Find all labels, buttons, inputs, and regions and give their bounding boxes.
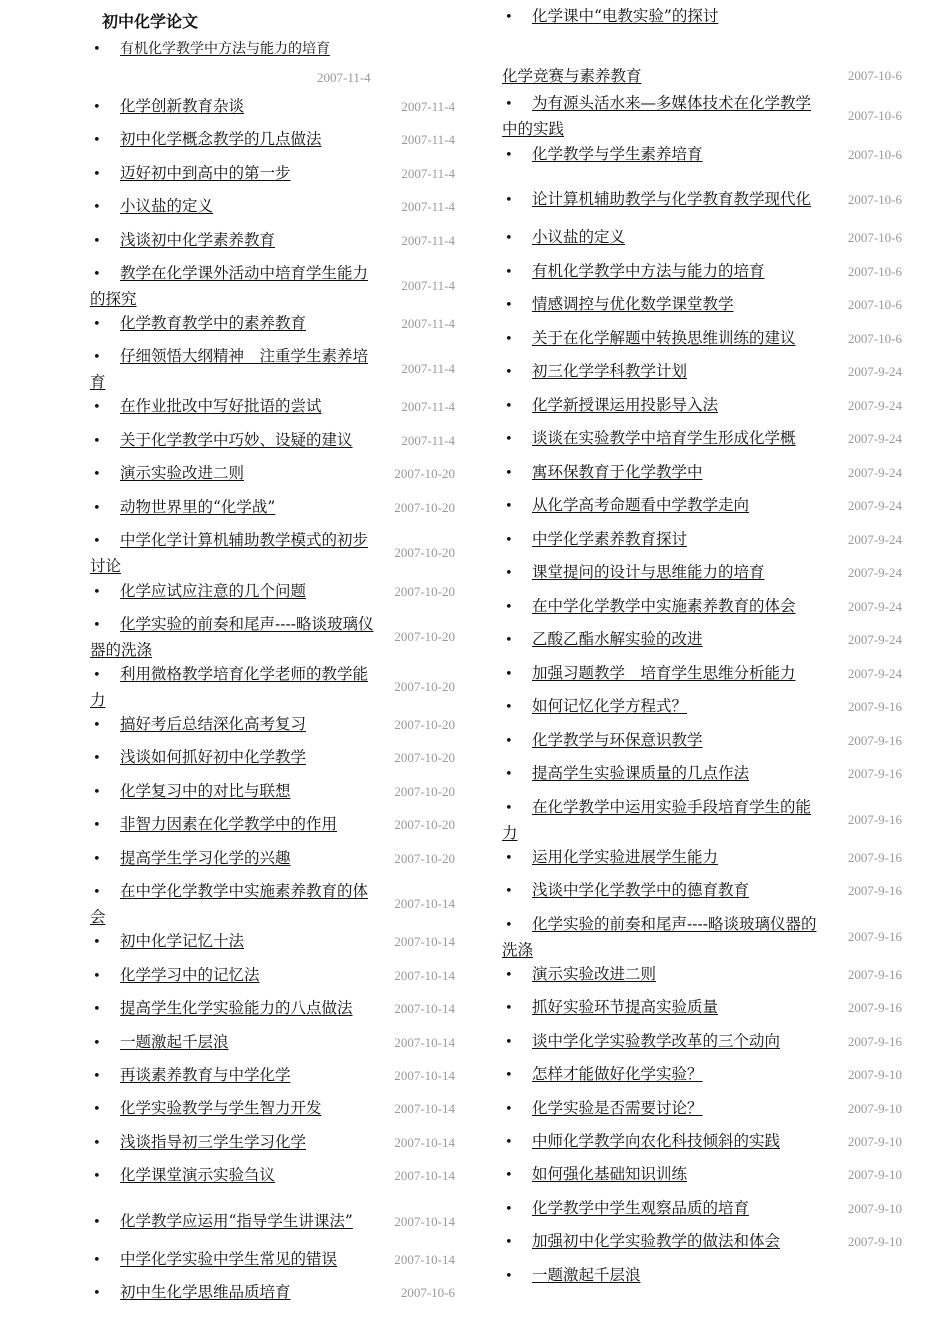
item-date: 2007-10-6	[847, 264, 902, 279]
item-date: 2007-9-10	[847, 1134, 902, 1149]
bullet-icon: •	[505, 1135, 513, 1150]
article-link[interactable]: 初中生化学思维品质培育	[120, 1283, 291, 1301]
article-link[interactable]: 谈中学化学实验教学改革的三个动向	[532, 1032, 781, 1050]
bullet-icon: •	[93, 618, 101, 633]
list-item	[90, 1281, 455, 1305]
item-date: 2007-9-16	[847, 699, 902, 714]
list-item	[502, 879, 902, 903]
article-link[interactable]: 中师化学教学向农化科技倾斜的实践	[532, 1132, 781, 1150]
list-item	[502, 796, 902, 844]
article-link[interactable]: 提高学生学习化学的兴趣	[120, 849, 291, 867]
article-link[interactable]: 一题激起千层浪	[120, 1033, 229, 1051]
article-link[interactable]: 加强习题教学 培育学生思维分析能力	[532, 664, 796, 682]
article-link[interactable]: 初中化学记忆十法	[120, 932, 245, 950]
item-date: 2007-10-14	[394, 1035, 455, 1050]
item-date: 2007-10-20	[394, 851, 455, 866]
item-date: 2007-10-20	[394, 500, 455, 515]
bullet-icon: •	[93, 133, 101, 148]
article-link[interactable]: 乙酸乙酯水解实验的改进	[532, 630, 703, 648]
list-item	[90, 613, 455, 661]
item-date: 2007-11-4	[401, 316, 455, 331]
bullet-icon: •	[93, 935, 101, 950]
item-date: 2007-10-6	[847, 68, 902, 83]
item-date: 2007-9-10	[847, 1201, 902, 1216]
article-link[interactable]: 浅谈指导初三学生学习化学	[120, 1133, 307, 1151]
bullet-icon: •	[93, 267, 101, 282]
item-date: 2007-10-20	[394, 629, 455, 644]
item-date: 2007-9-16	[847, 929, 902, 944]
item-date: 2007-10-14	[394, 1068, 455, 1083]
item-date: 2007-10-20	[394, 784, 455, 799]
bullet-icon: •	[505, 1001, 513, 1016]
list-item	[502, 494, 902, 518]
list-item	[502, 729, 902, 753]
list-item	[90, 813, 455, 837]
bullet-icon: •	[505, 533, 513, 548]
list-item	[502, 913, 902, 961]
item-date: 2007-9-16	[847, 883, 902, 898]
list-item	[502, 561, 902, 585]
item-date: 2007-10-14	[394, 1101, 455, 1116]
list-item	[90, 95, 455, 119]
bullet-icon: •	[505, 600, 513, 615]
list-item	[90, 195, 455, 219]
list-item	[502, 1063, 902, 1087]
list-item	[90, 880, 455, 928]
item-date: 2007-10-6	[847, 230, 902, 245]
article-link[interactable]: 课堂提问的设计与思维能力的培育	[532, 563, 765, 581]
list-item	[90, 229, 455, 253]
bullet-icon: •	[505, 499, 513, 514]
article-link[interactable]: 关于在化学解题中转换思维训练的建议	[532, 329, 796, 347]
list-item	[502, 1230, 902, 1254]
article-link[interactable]: 提高学生化学实验能力的八点做法	[120, 999, 353, 1017]
list-item	[502, 662, 902, 686]
item-date: 2007-9-24	[847, 632, 902, 647]
article-link[interactable]: 化学课堂演示实验刍议	[120, 1166, 276, 1184]
list-item	[90, 663, 455, 711]
bullet-icon: •	[505, 365, 513, 380]
list-item	[90, 162, 455, 186]
list-item	[90, 997, 455, 1021]
article-link[interactable]: 浅谈中学化学教学中的德育教育	[532, 881, 750, 899]
article-link[interactable]: 从化学高考命题看中学教学走向	[532, 496, 750, 514]
list-item	[90, 1097, 455, 1121]
bullet-icon: •	[93, 100, 101, 115]
item-date: 2007-11-4	[401, 278, 455, 293]
item-date: 2007-11-4	[401, 433, 455, 448]
item-date: 2007-10-14	[394, 896, 455, 911]
item-date: 2007-10-20	[394, 679, 455, 694]
list-item	[502, 1163, 902, 1187]
article-link[interactable]: 利用微格教学培育化学老师的教学能力	[90, 665, 369, 709]
article-link[interactable]: 化学创新教育杂谈	[120, 97, 245, 115]
list-item	[90, 746, 455, 770]
item-date: 2007-11-4	[401, 233, 455, 248]
bullet-icon: •	[93, 400, 101, 415]
bullet-icon: •	[93, 969, 101, 984]
bullet-icon: •	[505, 1235, 513, 1250]
bullet-icon: •	[505, 918, 513, 933]
item-date: 2007-9-16	[847, 967, 902, 982]
article-link[interactable]: 中学化学计算机辅助教学模式的初步讨论	[90, 531, 369, 575]
article-link[interactable]: 迈好初中到高中的第一步	[120, 164, 291, 182]
item-date: 2007-10-14	[394, 968, 455, 983]
article-link[interactable]: 化学复习中的对比与联想	[120, 782, 291, 800]
bullet-icon: •	[93, 1002, 101, 1017]
bullet-icon: •	[93, 1136, 101, 1151]
bullet-icon: •	[505, 1202, 513, 1217]
list-item	[90, 930, 455, 954]
article-link[interactable]: 加强初中化学实验教学的做法和体会	[532, 1232, 781, 1250]
bullet-icon: •	[505, 1068, 513, 1083]
article-link[interactable]: 怎样才能做好化学实验？	[532, 1065, 703, 1083]
article-link[interactable]: 有机化学教学中方法与能力的培育	[120, 40, 330, 57]
list-item	[90, 395, 455, 419]
list-item	[90, 1198, 455, 1246]
bullet-icon: •	[505, 801, 513, 816]
item-date: 2007-9-16	[847, 1034, 902, 1049]
article-link[interactable]: 中学化学素养教育探讨	[532, 530, 688, 548]
article-link[interactable]: 化学教育教学中的素养教育	[120, 314, 307, 332]
item-date: 2007-9-24	[847, 532, 902, 547]
page-title: 初中化学论文	[102, 14, 199, 31]
article-link[interactable]: 动物世界里的“化学战”	[120, 498, 276, 516]
list-item	[90, 345, 455, 393]
bullet-icon: •	[505, 432, 513, 447]
list-item	[502, 996, 902, 1020]
bullet-icon: •	[505, 1035, 513, 1050]
item-date: 2007-10-20	[394, 717, 455, 732]
bullet-icon: •	[505, 265, 513, 280]
item-date: 2007-9-24	[847, 498, 902, 513]
item-date: 2007-9-16	[847, 1000, 902, 1015]
article-link[interactable]: 仔细领悟大纲精神 注重学生素养培育	[90, 347, 369, 391]
item-date: 2007-10-14	[394, 1135, 455, 1150]
list-item	[502, 1130, 902, 1154]
bullet-icon: •	[93, 41, 101, 57]
list-item	[90, 1248, 455, 1272]
bullet-icon: •	[93, 585, 101, 600]
bullet-icon: •	[93, 1036, 101, 1051]
bullet-icon: •	[505, 968, 513, 983]
list-item	[502, 762, 902, 786]
article-link[interactable]: 一题激起千层浪	[532, 1266, 641, 1284]
bullet-icon: •	[505, 1269, 513, 1284]
item-date: 2007-10-14	[394, 1252, 455, 1267]
article-link[interactable]: 初中化学概念教学的几点做法	[120, 130, 322, 148]
list-item	[90, 780, 455, 804]
list-item	[502, 176, 902, 224]
item-date: 2007-10-20	[394, 466, 455, 481]
item-date: 2007-10-20	[394, 584, 455, 599]
bullet-icon: •	[505, 298, 513, 313]
article-link[interactable]: 化学实验教学与学生智力开发	[120, 1099, 322, 1117]
list-item	[502, 461, 902, 485]
article-link[interactable]: 搞好考后总结深化高考复习	[120, 715, 307, 733]
article-link[interactable]: 如何记忆化学方程式？	[532, 697, 688, 715]
list-heading	[502, 64, 902, 88]
list-item	[90, 1131, 455, 1155]
bullet-icon: •	[93, 1169, 101, 1184]
bullet-icon: •	[505, 193, 513, 208]
item-date: 2007-10-6	[847, 192, 902, 207]
list-item	[502, 846, 902, 870]
item-date: 2007-10-20	[394, 750, 455, 765]
article-link[interactable]: 化学学习中的记忆法	[120, 966, 260, 984]
article-link[interactable]: 中学化学实验中学生常见的错误	[120, 1250, 338, 1268]
bullet-icon: •	[505, 566, 513, 581]
item-date: 2007-11-4	[401, 361, 455, 376]
bullet-icon: •	[93, 200, 101, 215]
article-link[interactable]: 如何强化基础知识训练	[532, 1165, 688, 1183]
list-item	[502, 1030, 902, 1054]
article-link[interactable]: 化学课中“电教实验”的探讨	[532, 7, 719, 25]
list-item	[90, 1064, 455, 1088]
item-date: 2007-9-24	[847, 565, 902, 580]
item-date: 2007-9-16	[847, 812, 902, 827]
bullet-icon: •	[505, 851, 513, 866]
article-link[interactable]: 化学实验的前奏和尾声----略谈玻璃仪器的洗涤	[90, 615, 374, 659]
item-date: 2007-10-14	[394, 934, 455, 949]
article-link[interactable]: 有机化学教学中方法与能力的培育	[532, 262, 765, 280]
bullet-icon: •	[505, 10, 513, 25]
item-date: 2007-11-4	[401, 166, 455, 181]
list-item	[502, 5, 902, 29]
item-date: 2007-10-6	[400, 1285, 455, 1300]
list-item	[502, 226, 902, 250]
list-item	[90, 262, 455, 310]
article-link[interactable]: 初三化学学科教学计划	[532, 362, 688, 380]
bullet-icon: •	[93, 668, 101, 683]
article-link[interactable]: 浅谈初中化学素养教育	[120, 231, 276, 249]
bullet-icon: •	[505, 399, 513, 414]
article-link[interactable]: 小议盐的定义	[532, 228, 626, 246]
bullet-icon: •	[505, 1102, 513, 1117]
article-link[interactable]: 在中学化学教学中实施素养教育的体会	[532, 597, 796, 615]
bullet-icon: •	[93, 350, 101, 365]
list-item	[502, 293, 902, 317]
item-date: 2007-10-6	[847, 108, 902, 123]
article-link[interactable]: 抓好实验环节提高实验质量	[532, 998, 719, 1016]
item-date: 2007-11-4	[317, 70, 371, 85]
list-item	[502, 963, 902, 987]
article-link[interactable]: 非智力因素在化学教学中的作用	[120, 815, 338, 833]
item-date: 2007-10-14	[394, 1214, 455, 1229]
bullet-icon: •	[93, 1069, 101, 1084]
list-item	[90, 128, 455, 152]
item-date: 2007-11-4	[401, 132, 455, 147]
list-item	[90, 847, 455, 871]
article-link[interactable]: 提高学生实验课质量的几点作法	[532, 764, 750, 782]
bullet-icon: •	[505, 231, 513, 246]
bullet-icon: •	[93, 785, 101, 800]
bullet-icon: •	[505, 767, 513, 782]
bullet-icon: •	[505, 734, 513, 749]
item-date: 2007-10-20	[394, 817, 455, 832]
bullet-icon: •	[93, 317, 101, 332]
list-item	[502, 595, 902, 619]
list-item	[502, 1264, 902, 1288]
list-item	[90, 529, 455, 577]
item-date: 2007-9-10	[847, 1101, 902, 1116]
bullet-icon: •	[93, 885, 101, 900]
item-date: 2007-10-6	[847, 147, 902, 162]
list-item	[502, 628, 902, 652]
bullet-icon: •	[93, 234, 101, 249]
item-date: 2007-9-24	[847, 364, 902, 379]
item-date: 2007-11-4	[401, 399, 455, 414]
list-item	[90, 429, 455, 453]
item-date: 2007-9-10	[847, 1067, 902, 1082]
bullet-icon: •	[93, 1215, 101, 1230]
item-date: 2007-9-10	[847, 1167, 902, 1182]
article-link[interactable]: 在化学教学中运用实验手段培育学生的能力	[502, 798, 812, 842]
bullet-icon: •	[505, 667, 513, 682]
article-link[interactable]: 在作业批改中写好批语的尝试	[120, 397, 322, 415]
bullet-icon: •	[93, 434, 101, 449]
list-item	[502, 260, 902, 284]
list-item	[502, 327, 902, 351]
item-date: 2007-11-4	[401, 199, 455, 214]
item-date: 2007-9-16	[847, 850, 902, 865]
item-date: 2007-9-16	[847, 766, 902, 781]
article-link[interactable]: 化学竞赛与素养教育	[502, 67, 642, 85]
article-link[interactable]: 运用化学实验进展学生能力	[532, 848, 719, 866]
list-item	[502, 1197, 902, 1221]
list-item	[90, 1031, 455, 1055]
bullet-icon: •	[93, 751, 101, 766]
article-link[interactable]: 化学教学中学生观察品质的培育	[532, 1199, 750, 1217]
item-date: 2007-9-16	[847, 733, 902, 748]
bullet-icon: •	[505, 633, 513, 648]
article-link[interactable]: 为有源头活水来—多媒体技术在化学教学中的实践	[502, 94, 812, 138]
article-link[interactable]: 小议盐的定义	[120, 197, 214, 215]
list-item	[90, 37, 455, 61]
list-item	[90, 312, 455, 336]
item-date: 2007-10-14	[394, 1168, 455, 1183]
list-item	[90, 580, 455, 604]
list-item	[90, 713, 455, 737]
article-link[interactable]: 演示实验改进二则	[120, 464, 245, 482]
article-link[interactable]: 情感调控与优化数学课堂教学	[532, 295, 734, 313]
list-item	[502, 695, 902, 719]
article-link[interactable]: 寓环保教育于化学教学中	[532, 463, 703, 481]
list-item	[502, 1097, 902, 1121]
item-date: 2007-9-24	[847, 465, 902, 480]
item-date: 2007-9-10	[847, 1234, 902, 1249]
article-link[interactable]: 化学教学与学生素养培育	[532, 145, 703, 163]
article-link[interactable]: 化学教学与环保意识教学	[532, 731, 703, 749]
item-date: 2007-10-6	[847, 297, 902, 312]
list-item	[90, 964, 455, 988]
item-date: 2007-9-24	[847, 398, 902, 413]
list-item	[502, 360, 902, 384]
bullet-icon: •	[93, 1102, 101, 1117]
item-date: 2007-10-14	[394, 1001, 455, 1016]
item-date: 2007-9-24	[847, 666, 902, 681]
article-link[interactable]: 化学实验的前奏和尾声----略谈玻璃仪器的洗涤	[502, 915, 817, 959]
article-link[interactable]: 化学教学应运用“指导学生讲课法”	[120, 1212, 353, 1230]
bullet-icon: •	[93, 718, 101, 733]
bullet-icon: •	[505, 1168, 513, 1183]
list-item	[90, 496, 455, 520]
article-link[interactable]: 化学实验是否需要讨论？	[532, 1099, 703, 1117]
list-item	[90, 1164, 455, 1188]
article-link[interactable]: 在中学化学教学中实施素养教育的体会	[90, 882, 369, 926]
bullet-icon: •	[93, 818, 101, 833]
list-item	[502, 427, 902, 451]
bullet-icon: •	[505, 148, 513, 163]
item-date: 2007-10-6	[847, 331, 902, 346]
bullet-icon: •	[505, 332, 513, 347]
bullet-icon: •	[505, 700, 513, 715]
article-link[interactable]: 再谈素养教育与中学化学	[120, 1066, 291, 1084]
item-date: 2007-9-24	[847, 431, 902, 446]
bullet-icon: •	[93, 1253, 101, 1268]
article-link[interactable]: 化学应试应注意的几个问题	[120, 582, 307, 600]
bullet-icon: •	[505, 466, 513, 481]
list-item	[502, 528, 902, 552]
item-date: 2007-10-20	[394, 545, 455, 560]
article-link[interactable]: 论计算机辅助教学与化学教育教学现代化	[532, 190, 812, 208]
article-link[interactable]: 演示实验改进二则	[532, 965, 657, 983]
bullet-icon: •	[505, 97, 513, 112]
article-link[interactable]: 化学新授课运用投影导入法	[532, 396, 719, 414]
bullet-icon: •	[505, 884, 513, 899]
bullet-icon: •	[93, 501, 101, 516]
list-item	[502, 92, 902, 140]
article-link[interactable]: 关于化学教学中巧妙、设疑的建议	[120, 431, 353, 449]
article-link[interactable]: 谈谈在实验教学中培育学生形成化学概	[532, 429, 796, 447]
bullet-icon: •	[93, 467, 101, 482]
list-item	[502, 143, 902, 167]
article-link[interactable]: 浅谈如何抓好初中化学教学	[120, 748, 307, 766]
bullet-icon: •	[93, 1286, 101, 1301]
item-date: 2007-11-4	[401, 99, 455, 114]
list-item	[502, 394, 902, 418]
list-item	[90, 462, 455, 486]
bullet-icon: •	[93, 852, 101, 867]
article-link[interactable]: 教学在化学课外活动中培育学生能力的探究	[90, 264, 369, 308]
item-date: 2007-9-24	[847, 599, 902, 614]
bullet-icon: •	[93, 534, 101, 549]
bullet-icon: •	[93, 167, 101, 182]
